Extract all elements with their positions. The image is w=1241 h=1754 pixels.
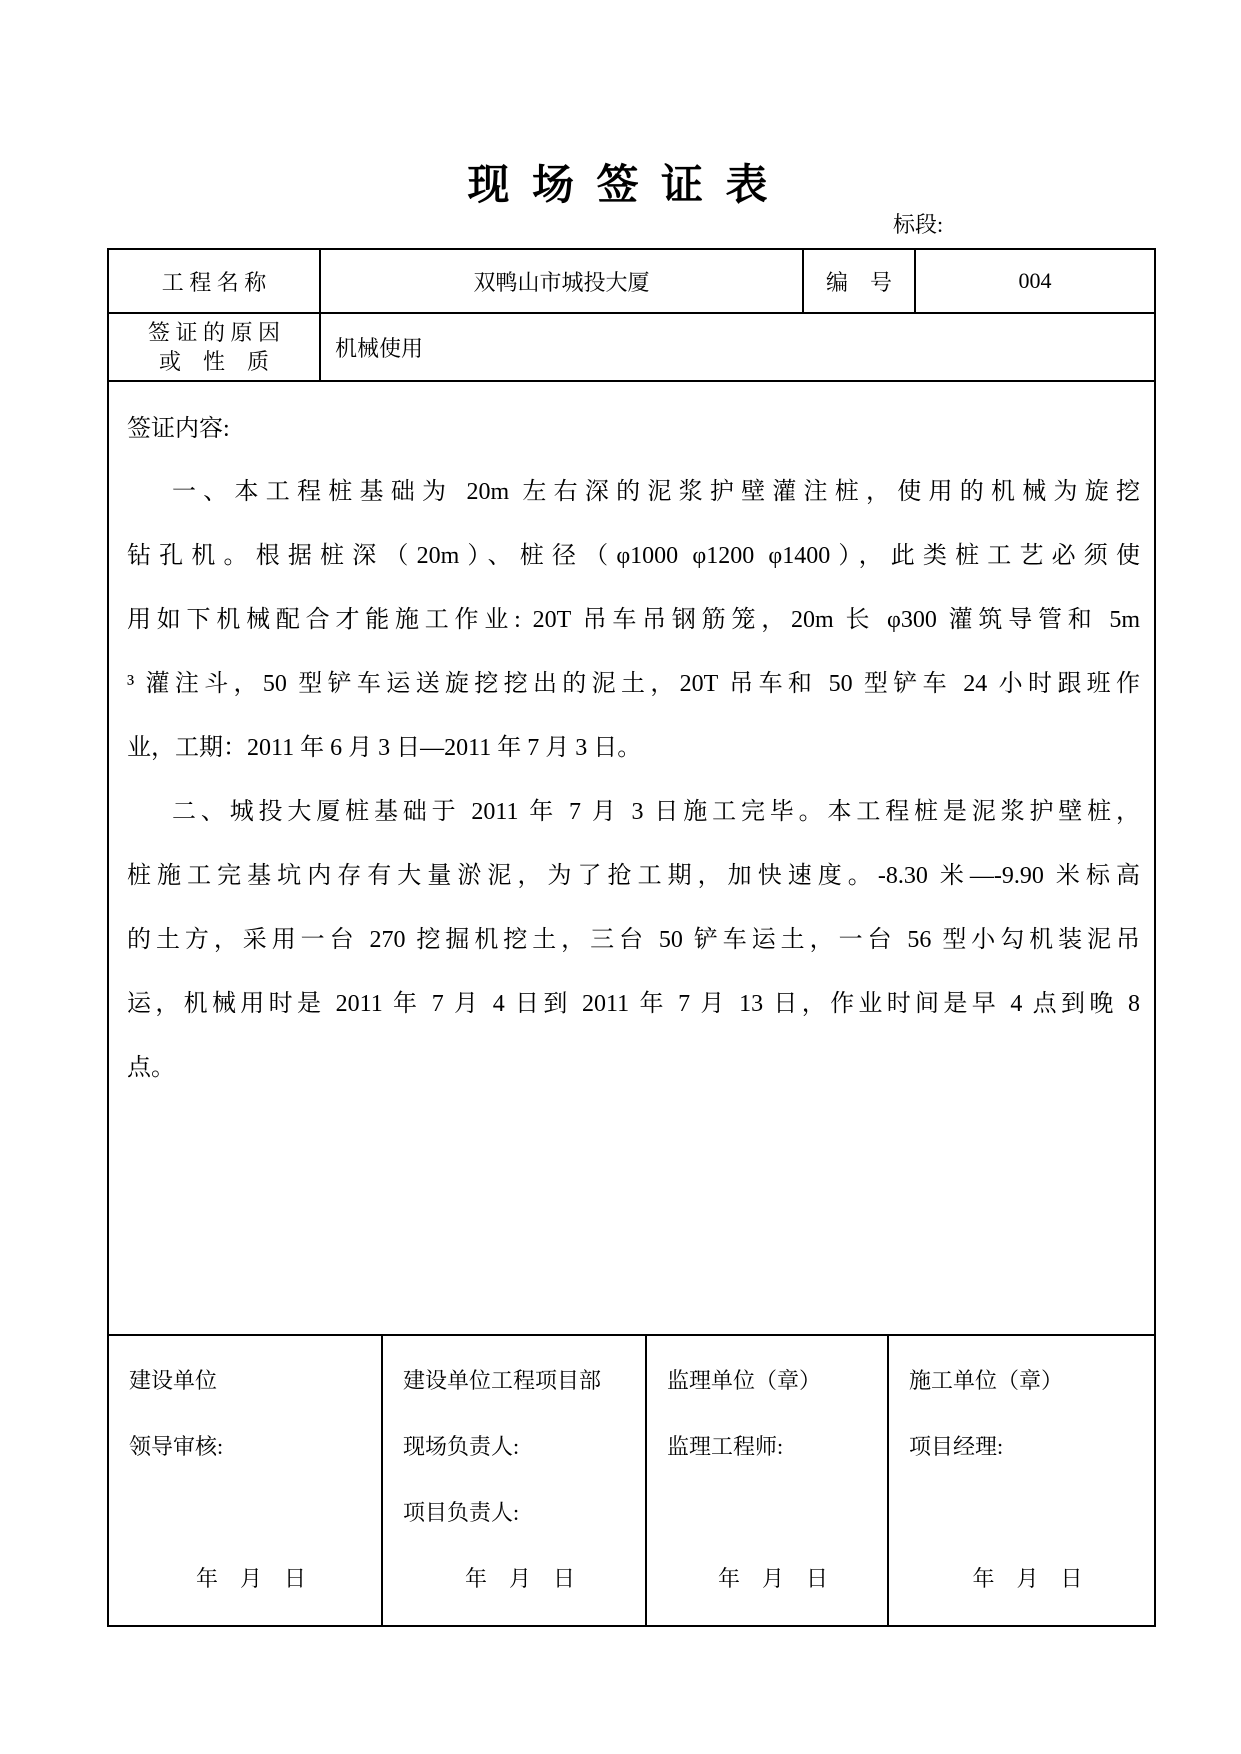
signature-line xyxy=(667,1480,879,1546)
content-line: 业，工期：2011 年 6 月 3 日—2011 年 7 月 3 日。 xyxy=(127,735,642,761)
visa-reason-value: 机械使用 xyxy=(319,314,1154,380)
signature-line: 监理单位（章） xyxy=(667,1368,822,1393)
signature-line: 建设单位 xyxy=(129,1368,218,1393)
signature-date-line: 年 月 日 xyxy=(464,1566,575,1591)
project-name-row xyxy=(109,250,1154,312)
signature-date-line: 年 月 日 xyxy=(195,1566,306,1591)
section-label: 标段: xyxy=(893,212,944,237)
visa-content-body xyxy=(127,460,1140,1100)
signature-date-line: 年 月 日 xyxy=(717,1566,828,1591)
project-name-label: 工 程 名 称 xyxy=(161,269,267,295)
signature-line: 建设单位工程项目部 xyxy=(403,1368,602,1393)
project-name-value: 双鸭山市城投大厦 xyxy=(319,250,802,312)
signature-cell-contractor-unit xyxy=(887,1336,1154,1625)
content-line: 的土方，采用一台 270 挖掘机挖土，三台 50 铲车运土，一台 56 型小勾机装泥吊 xyxy=(127,927,1140,953)
content-line: 桩施工完基坑内存有大量淤泥，为了抢工期，加快速度。-8.30 米—-9.90 米标高 xyxy=(127,863,1140,889)
signature-line: 项目负责人: xyxy=(403,1500,520,1525)
signature-line: 施工单位（章） xyxy=(909,1368,1064,1393)
signature-line: 项目经理: xyxy=(909,1434,1004,1459)
visa-reason-row xyxy=(109,312,1154,380)
visa-reason-label xyxy=(109,314,319,380)
signature-line: 现场负责人: xyxy=(403,1434,520,1459)
visa-content-heading: 签证内容: xyxy=(127,416,230,442)
signature-line xyxy=(129,1480,373,1546)
signature-line: 领导审核: xyxy=(129,1434,224,1459)
signature-cell-owner-project-department xyxy=(381,1336,645,1625)
visa-form-table xyxy=(107,248,1156,1627)
content-line: 二、城投大厦桩基础于 2011 年 7 月 3 日施工完毕。本工程桩是泥浆护壁桩， xyxy=(172,799,1140,825)
signature-cell-construction-owner xyxy=(109,1336,381,1625)
signature-line xyxy=(909,1480,1146,1546)
content-line: 运，机械用时是 2011 年 7 月 4 日到 2011 年 7 月 13 日，作业时间是早 4 点到晚 8 xyxy=(127,991,1140,1017)
signature-date-line: 年 月 日 xyxy=(972,1566,1083,1591)
visa-content-cell xyxy=(109,380,1154,1334)
content-line: 一、本工程桩基础为 20m 左右深的泥浆护壁灌注桩，使用的机械为旋挖 xyxy=(172,479,1140,505)
signature-row xyxy=(109,1334,1154,1625)
content-line: 用如下机械配合才能施工作业: 20T 吊车吊钢筋笼，20m 长 φ300 灌筑导管和 5m xyxy=(127,607,1140,633)
signature-cell-supervision-unit xyxy=(645,1336,887,1625)
visa-reason-label-line2: 或 性 质 xyxy=(158,349,269,374)
visa-reason-label-line1: 签 证 的 原 因 xyxy=(147,320,280,345)
serial-number-label: 编 号 xyxy=(802,250,914,312)
page-title: 现 场 签 证 表 xyxy=(467,163,774,209)
content-line: ³ 灌注斗，50 型铲车运送旋挖挖出的泥土，20T 吊车和 50 型铲车 24 小时跟班作 xyxy=(127,671,1140,697)
content-line: 钻孔机。根据桩深（20m）、桩径（φ1000 φ1200 φ1400），此类桩工艺必须使 xyxy=(127,543,1140,569)
serial-number-value: 004 xyxy=(914,250,1154,312)
content-line: 点。 xyxy=(127,1055,175,1081)
signature-line: 监理工程师: xyxy=(667,1434,784,1459)
